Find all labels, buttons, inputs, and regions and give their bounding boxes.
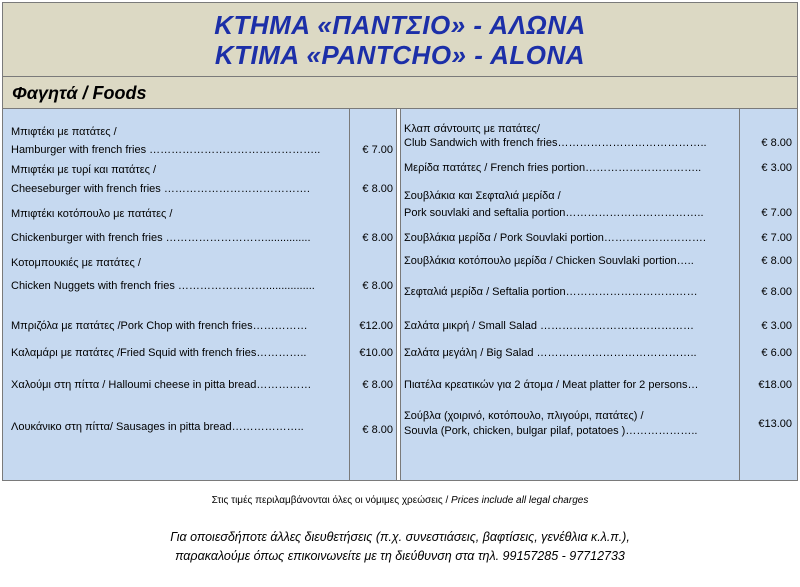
menu-item-name: Λουκάνικο στη πίττα/ Sausages in pitta bread……………….. [11, 421, 304, 433]
menu-item-price: € 3.00 [761, 320, 792, 332]
menu-item-name: Σεφταλιά μερίδα / Seftalia portion……………………………… [404, 286, 698, 298]
contact-line-1: Για οποιεσδήποτε άλλες διευθετήσεις (π.χ. συνεστιάσεις, βαφτίσεις, γενέθλια κ.λ.π.), [170, 530, 630, 544]
menu-item-price: €12.00 [359, 320, 393, 332]
right-price-divider [739, 109, 740, 480]
menu-header [2, 2, 798, 77]
menu-item-price: € 6.00 [761, 347, 792, 359]
menu-item-name: Pork souvlaki and seftalia portion……………………………….. [404, 207, 704, 219]
contact-line-2: παρακαλούμε όπως επικοινωνείτε με τη διεύθυνση στα τηλ. 99157285 - 97712733 [175, 549, 625, 563]
menu-item-price: € 8.00 [362, 379, 393, 391]
contact-info [0, 528, 800, 566]
title-greek: ΚΤΗΜΑ «ΠΑΝΤΣΙΟ» - ΑΛΩΝΑ [214, 10, 586, 40]
menu-item-name: Σούβλα (χοιρινό, κοτόπουλο, πλιγούρι, πατάτες) / [404, 410, 644, 422]
menu-item-name: Πιατέλα κρεατικών για 2 άτομα / Meat platter for 2 persons… [404, 379, 699, 391]
menu-item-price: €13.00 [758, 418, 792, 430]
menu-item-name: Χαλούμι στη πίττα / Halloumi cheese in pitta bread…………… [11, 379, 312, 391]
menu-item-price: € 8.00 [761, 255, 792, 267]
menu-item-name: Club Sandwich with french fries………………………………….. [404, 137, 707, 149]
menu-item-name: Σουβλάκια και Σεφταλιά μερίδα / [404, 190, 561, 202]
menu-item-price: € 3.00 [761, 162, 792, 174]
legal-note-greek: Στις τιμές περιλαμβάνονται όλες οι νόμιμες χρεώσεις / [211, 495, 452, 506]
section-title: Φαγητά / Foods [12, 83, 147, 103]
menu-item-price: € 7.00 [761, 232, 792, 244]
menu-item-price: €18.00 [758, 379, 792, 391]
menu-item-price: € 8.00 [362, 424, 393, 436]
title-latin: ΚΤΙΜΑ «PANTCHO» - ALONA [214, 40, 586, 70]
menu-item-price: € 8.00 [761, 137, 792, 149]
menu-item-name: Κλαπ σάντουιτς με πατάτες/ [404, 123, 540, 135]
menu-item-price: € 8.00 [362, 183, 393, 195]
menu-item-name: Souvla (Pork, chicken, bulgar pilaf, potatoes )……………….. [404, 425, 698, 437]
left-price-divider [349, 109, 350, 480]
menu-item-name: Σουβλάκια κοτόπουλο μερίδα / Chicken Souvlaki portion….. [404, 255, 694, 267]
menu-item-name: Μπιφτέκι με πατάτες / [11, 126, 117, 138]
menu-item-price: €10.00 [359, 347, 393, 359]
menu-item-name: Hamburger with french fries ……………………………………….. [11, 144, 321, 156]
menu-item-name: Chickenburger with french fries ………………………............... [11, 232, 311, 244]
left-column-edge [396, 109, 397, 480]
menu-table [2, 109, 798, 481]
menu-item-name: Μπιφτέκι κοτόπουλο με πατάτες / [11, 208, 173, 220]
menu-item-name: Μπριζόλα με πατάτες /Pork Chop with french fries…………… [11, 320, 308, 332]
menu-item-price: € 7.00 [761, 207, 792, 219]
menu-item-price: € 8.00 [362, 280, 393, 292]
legal-charges-note [0, 495, 800, 506]
menu-item-name: Cheeseburger with french fries …………………………………. [11, 183, 310, 195]
menu-item-price: € 8.00 [761, 286, 792, 298]
menu-item-name: Σαλάτα μικρή / Small Salad …………………………………… [404, 320, 695, 332]
menu-item-name: Καλαμάρι με πατάτες /Fried Squid with french fries………….. [11, 347, 307, 359]
menu-item-price: € 7.00 [362, 144, 393, 156]
menu-item-name: Σαλάτα μεγάλη / Big Salad …………………………………….. [404, 347, 697, 359]
menu-item-name: Chicken Nuggets with french fries ……………………................ [11, 280, 315, 292]
section-header [2, 77, 798, 109]
menu-item-name: Μερίδα πατάτες / French fries portion………………………….. [404, 162, 702, 174]
legal-note-english: Prices include all legal charges [451, 495, 589, 506]
menu-item-name: Σουβλάκια μερίδα / Pork Souvlaki portion………………………. [404, 232, 706, 244]
menu-item-name: Κοτομπουκιές με πατάτες / [11, 257, 141, 269]
menu-item-name: Μπιφτέκι με τυρί και πατάτες / [11, 164, 157, 176]
menu-item-price: € 8.00 [362, 232, 393, 244]
right-column-edge [400, 109, 401, 480]
